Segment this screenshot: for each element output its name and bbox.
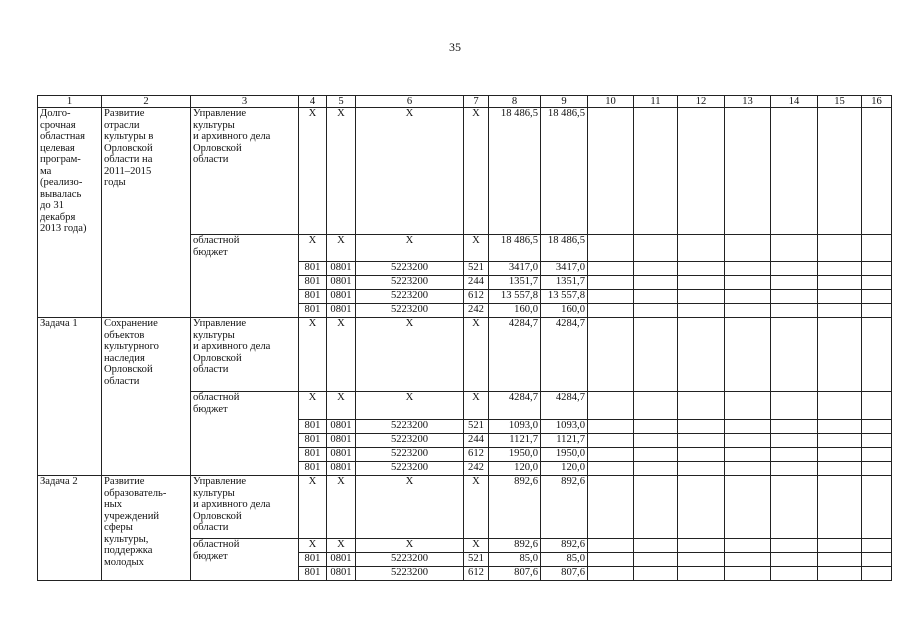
empty-cell	[678, 434, 725, 448]
column-number: 8	[489, 96, 541, 108]
budget-table	[37, 95, 892, 581]
plan-amount-cell: 18 486,5	[489, 235, 541, 262]
executor-cell: Управление культуры и архивного дела Орловской области	[191, 318, 299, 392]
column-number: 6	[356, 96, 464, 108]
empty-cell	[818, 420, 862, 434]
empty-cell	[678, 462, 725, 476]
column-number: 16	[862, 96, 892, 108]
plan-amount-cell: 120,0	[489, 462, 541, 476]
expense-type-cell: 521	[464, 420, 489, 434]
target-article-cell: 5223200	[356, 290, 464, 304]
empty-cell	[634, 567, 678, 581]
empty-cell	[771, 290, 818, 304]
grbs-code-cell: X	[299, 318, 327, 392]
expense-type-cell: 612	[464, 290, 489, 304]
section-code-cell: 0801	[327, 448, 356, 462]
executor-cell: Управление культуры и архивного дела Орловской области	[191, 108, 299, 235]
empty-cell	[634, 476, 678, 539]
target-article-cell: 5223200	[356, 420, 464, 434]
target-article-cell: X	[356, 392, 464, 420]
empty-cell	[771, 318, 818, 392]
empty-cell	[771, 539, 818, 553]
empty-cell	[771, 553, 818, 567]
grbs-code-cell: X	[299, 539, 327, 553]
expense-type-cell: X	[464, 392, 489, 420]
empty-cell	[588, 448, 634, 462]
section-code-cell: X	[327, 476, 356, 539]
empty-cell	[771, 567, 818, 581]
empty-cell	[678, 448, 725, 462]
actual-amount-cell: 1950,0	[541, 448, 588, 462]
table-row	[38, 476, 892, 539]
target-article-cell: 5223200	[356, 262, 464, 276]
empty-cell	[588, 420, 634, 434]
target-article-cell: X	[356, 539, 464, 553]
empty-cell	[588, 108, 634, 235]
empty-cell	[771, 276, 818, 290]
executor-cell: областной бюджет	[191, 539, 299, 581]
plan-amount-cell: 13 557,8	[489, 290, 541, 304]
actual-amount-cell: 18 486,5	[541, 235, 588, 262]
empty-cell	[771, 476, 818, 539]
section-code-cell: 0801	[327, 290, 356, 304]
grbs-code-cell: 801	[299, 434, 327, 448]
empty-cell	[725, 434, 771, 448]
empty-cell	[678, 318, 725, 392]
actual-amount-cell: 1121,7	[541, 434, 588, 448]
empty-cell	[634, 276, 678, 290]
grbs-code-cell: 801	[299, 448, 327, 462]
column-number: 12	[678, 96, 725, 108]
empty-cell	[862, 553, 892, 567]
empty-cell	[634, 318, 678, 392]
plan-amount-cell: 892,6	[489, 539, 541, 553]
empty-cell	[634, 553, 678, 567]
empty-cell	[634, 448, 678, 462]
program-name-cell: Задача 1	[38, 318, 102, 476]
plan-amount-cell: 160,0	[489, 304, 541, 318]
empty-cell	[678, 262, 725, 276]
empty-cell	[725, 108, 771, 235]
empty-cell	[678, 304, 725, 318]
section-code-cell: 0801	[327, 434, 356, 448]
empty-cell	[588, 290, 634, 304]
section-code-cell: 0801	[327, 420, 356, 434]
empty-cell	[588, 476, 634, 539]
grbs-code-cell: 801	[299, 462, 327, 476]
expense-type-cell: X	[464, 539, 489, 553]
empty-cell	[771, 448, 818, 462]
actual-amount-cell: 85,0	[541, 553, 588, 567]
empty-cell	[771, 420, 818, 434]
empty-cell	[862, 318, 892, 392]
section-code-cell: 0801	[327, 462, 356, 476]
grbs-code-cell: X	[299, 108, 327, 235]
program-name-cell: Долго- срочная областная целевая програм- ма (реализо- вывалась до 31 декабря 2013 года)	[38, 108, 102, 318]
expense-type-cell: 612	[464, 448, 489, 462]
empty-cell	[678, 392, 725, 420]
empty-cell	[634, 539, 678, 553]
plan-amount-cell: 1351,7	[489, 276, 541, 290]
program-description-cell: Развитие отрасли культуры в Орловской области на 2011–2015 годы	[102, 108, 191, 318]
section-code-cell: 0801	[327, 553, 356, 567]
actual-amount-cell: 807,6	[541, 567, 588, 581]
empty-cell	[678, 420, 725, 434]
table-row	[38, 318, 892, 392]
target-article-cell: 5223200	[356, 448, 464, 462]
grbs-code-cell: 801	[299, 262, 327, 276]
actual-amount-cell: 160,0	[541, 304, 588, 318]
empty-cell	[862, 462, 892, 476]
empty-cell	[771, 392, 818, 420]
column-number: 2	[102, 96, 191, 108]
grbs-code-cell: X	[299, 235, 327, 262]
executor-cell: Управление культуры и архивного дела Орловской области	[191, 476, 299, 539]
empty-cell	[725, 567, 771, 581]
empty-cell	[818, 553, 862, 567]
column-number: 1	[38, 96, 102, 108]
empty-cell	[818, 392, 862, 420]
column-number: 14	[771, 96, 818, 108]
plan-amount-cell: 4284,7	[489, 318, 541, 392]
empty-cell	[862, 539, 892, 553]
expense-type-cell: 521	[464, 262, 489, 276]
section-code-cell: 0801	[327, 567, 356, 581]
empty-cell	[725, 304, 771, 318]
empty-cell	[818, 462, 862, 476]
expense-type-cell: 521	[464, 553, 489, 567]
empty-cell	[725, 318, 771, 392]
actual-amount-cell: 18 486,5	[541, 108, 588, 235]
empty-cell	[725, 235, 771, 262]
plan-amount-cell: 18 486,5	[489, 108, 541, 235]
empty-cell	[588, 567, 634, 581]
expense-type-cell: 612	[464, 567, 489, 581]
empty-cell	[725, 392, 771, 420]
target-article-cell: X	[356, 476, 464, 539]
header-row	[38, 96, 892, 108]
empty-cell	[862, 108, 892, 235]
empty-cell	[725, 262, 771, 276]
empty-cell	[862, 434, 892, 448]
empty-cell	[771, 304, 818, 318]
empty-cell	[725, 553, 771, 567]
empty-cell	[634, 420, 678, 434]
target-article-cell: X	[356, 318, 464, 392]
section-code-cell: X	[327, 318, 356, 392]
expense-type-cell: 244	[464, 276, 489, 290]
grbs-code-cell: 801	[299, 276, 327, 290]
empty-cell	[678, 235, 725, 262]
program-description-cell: Развитие образователь- ных учреждений сферы культуры, поддержка молодых	[102, 476, 191, 581]
empty-cell	[771, 108, 818, 235]
empty-cell	[634, 462, 678, 476]
column-number: 9	[541, 96, 588, 108]
empty-cell	[771, 434, 818, 448]
section-code-cell: X	[327, 108, 356, 235]
actual-amount-cell: 13 557,8	[541, 290, 588, 304]
empty-cell	[725, 476, 771, 539]
actual-amount-cell: 3417,0	[541, 262, 588, 276]
empty-cell	[678, 553, 725, 567]
empty-cell	[818, 318, 862, 392]
empty-cell	[862, 448, 892, 462]
section-code-cell: X	[327, 392, 356, 420]
grbs-code-cell: 801	[299, 304, 327, 318]
empty-cell	[678, 276, 725, 290]
column-number: 3	[191, 96, 299, 108]
empty-cell	[588, 304, 634, 318]
empty-cell	[862, 304, 892, 318]
empty-cell	[634, 304, 678, 318]
empty-cell	[862, 276, 892, 290]
plan-amount-cell: 807,6	[489, 567, 541, 581]
column-number: 10	[588, 96, 634, 108]
empty-cell	[634, 434, 678, 448]
grbs-code-cell: 801	[299, 290, 327, 304]
table-row	[38, 108, 892, 235]
empty-cell	[771, 235, 818, 262]
target-article-cell: 5223200	[356, 462, 464, 476]
actual-amount-cell: 4284,7	[541, 318, 588, 392]
empty-cell	[678, 476, 725, 539]
empty-cell	[634, 392, 678, 420]
empty-cell	[725, 290, 771, 304]
empty-cell	[634, 108, 678, 235]
expense-type-cell: 242	[464, 304, 489, 318]
actual-amount-cell: 1351,7	[541, 276, 588, 290]
expense-type-cell: 244	[464, 434, 489, 448]
empty-cell	[634, 235, 678, 262]
empty-cell	[818, 567, 862, 581]
empty-cell	[818, 290, 862, 304]
target-article-cell: 5223200	[356, 553, 464, 567]
empty-cell	[588, 392, 634, 420]
empty-cell	[678, 108, 725, 235]
empty-cell	[588, 434, 634, 448]
empty-cell	[678, 539, 725, 553]
plan-amount-cell: 892,6	[489, 476, 541, 539]
target-article-cell: 5223200	[356, 567, 464, 581]
empty-cell	[818, 304, 862, 318]
grbs-code-cell: 801	[299, 567, 327, 581]
empty-cell	[678, 567, 725, 581]
empty-cell	[862, 392, 892, 420]
target-article-cell: 5223200	[356, 304, 464, 318]
grbs-code-cell: 801	[299, 420, 327, 434]
empty-cell	[771, 262, 818, 276]
empty-cell	[862, 567, 892, 581]
column-number: 11	[634, 96, 678, 108]
empty-cell	[588, 318, 634, 392]
plan-amount-cell: 1093,0	[489, 420, 541, 434]
plan-amount-cell: 1950,0	[489, 448, 541, 462]
empty-cell	[818, 262, 862, 276]
executor-cell: областной бюджет	[191, 235, 299, 318]
empty-cell	[771, 462, 818, 476]
empty-cell	[818, 434, 862, 448]
empty-cell	[725, 539, 771, 553]
empty-cell	[634, 290, 678, 304]
grbs-code-cell: X	[299, 476, 327, 539]
program-description-cell: Сохранение объектов культурного наследия Орловской области	[102, 318, 191, 476]
empty-cell	[588, 276, 634, 290]
empty-cell	[818, 539, 862, 553]
actual-amount-cell: 1093,0	[541, 420, 588, 434]
empty-cell	[818, 108, 862, 235]
empty-cell	[725, 448, 771, 462]
actual-amount-cell: 892,6	[541, 539, 588, 553]
grbs-code-cell: X	[299, 392, 327, 420]
empty-cell	[862, 476, 892, 539]
target-article-cell: X	[356, 235, 464, 262]
column-number: 15	[818, 96, 862, 108]
empty-cell	[725, 276, 771, 290]
expense-type-cell: X	[464, 318, 489, 392]
empty-cell	[588, 539, 634, 553]
plan-amount-cell: 1121,7	[489, 434, 541, 448]
column-number: 4	[299, 96, 327, 108]
actual-amount-cell: 892,6	[541, 476, 588, 539]
empty-cell	[818, 235, 862, 262]
empty-cell	[818, 276, 862, 290]
empty-cell	[862, 262, 892, 276]
section-code-cell: 0801	[327, 276, 356, 290]
empty-cell	[588, 262, 634, 276]
empty-cell	[862, 290, 892, 304]
empty-cell	[725, 462, 771, 476]
expense-type-cell: X	[464, 235, 489, 262]
column-number: 7	[464, 96, 489, 108]
empty-cell	[588, 235, 634, 262]
program-name-cell: Задача 2	[38, 476, 102, 581]
empty-cell	[678, 290, 725, 304]
empty-cell	[588, 553, 634, 567]
column-number: 5	[327, 96, 356, 108]
grbs-code-cell: 801	[299, 553, 327, 567]
empty-cell	[634, 262, 678, 276]
section-code-cell: 0801	[327, 262, 356, 276]
section-code-cell: X	[327, 539, 356, 553]
executor-cell: областной бюджет	[191, 392, 299, 476]
target-article-cell: 5223200	[356, 276, 464, 290]
expense-type-cell: X	[464, 108, 489, 235]
plan-amount-cell: 4284,7	[489, 392, 541, 420]
target-article-cell: X	[356, 108, 464, 235]
empty-cell	[818, 448, 862, 462]
plan-amount-cell: 85,0	[489, 553, 541, 567]
empty-cell	[862, 420, 892, 434]
plan-amount-cell: 3417,0	[489, 262, 541, 276]
empty-cell	[588, 462, 634, 476]
empty-cell	[725, 420, 771, 434]
empty-cell	[862, 235, 892, 262]
column-number: 13	[725, 96, 771, 108]
expense-type-cell: X	[464, 476, 489, 539]
section-code-cell: 0801	[327, 304, 356, 318]
target-article-cell: 5223200	[356, 434, 464, 448]
page-number: 35	[449, 40, 461, 54]
actual-amount-cell: 4284,7	[541, 392, 588, 420]
actual-amount-cell: 120,0	[541, 462, 588, 476]
empty-cell	[818, 476, 862, 539]
expense-type-cell: 242	[464, 462, 489, 476]
section-code-cell: X	[327, 235, 356, 262]
